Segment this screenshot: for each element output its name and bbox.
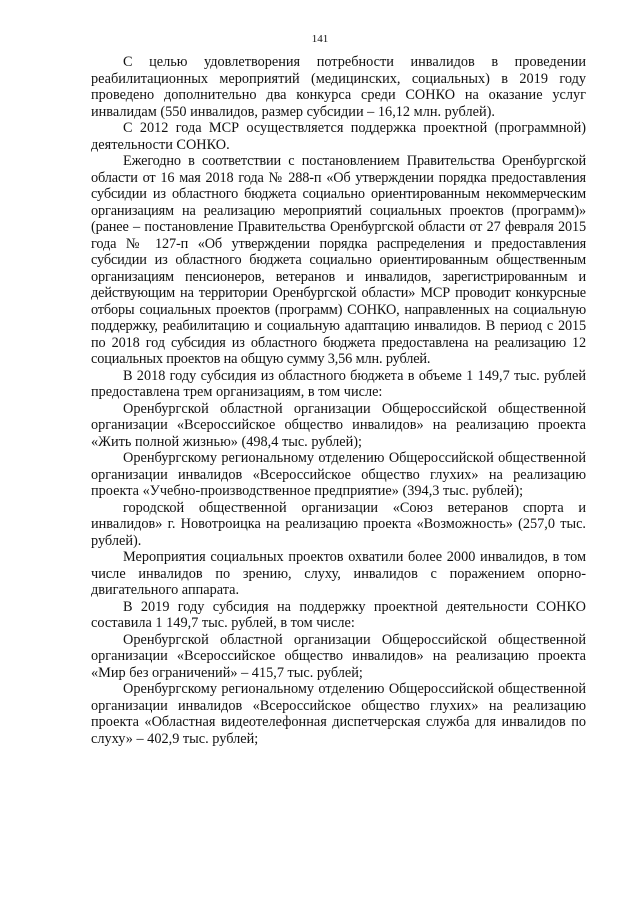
paragraph-2018-society-of-disabled: Оренбургской областной организации Общероссийской общественной организации «Всероссийское общество инвалидов» на реализацию проекта «Жить полной жизнью» (498,4 тыс. рублей); [91, 400, 586, 450]
paragraph-2018-society-of-deaf: Оренбургскому региональному отделению Общероссийской общественной организации инвалидов «Всероссийское общество глухих» на реализацию проекта «Учебно-производственное предприятие» (394,3 тыс. рублей); [91, 450, 586, 499]
paragraph-2019-society-of-disabled: Оренбургской областной организации Общероссийской общественной организации «Всероссийское общество инвалидов» на реализацию проекта «Мир без ограничений» – 415,7 тыс. рублей; [91, 631, 586, 681]
paragraph-2018-subsidy-intro: В 2018 году субсидия из областного бюджета в объеме 1 149,7 тыс. рублей предоставлена трем организациям, в том числе: [91, 367, 586, 400]
page-number: 141 [311, 33, 329, 45]
paragraph-project-support-since-2012: С 2012 года МСР осуществляется поддержка проектной (программной) деятельности СОНКО. [91, 120, 586, 153]
document-body [91, 54, 586, 747]
paragraph-2018-novotroitsk-veterans: городской общественной организации «Союз ветеранов спорта и инвалидов» г. Новотроицка на реализацию проекта «Возможность» (257,0 тыс. рублей). [91, 499, 586, 549]
paragraph-rehabilitation-contests: С целью удовлетворения потребности инвалидов в проведении реабилитационных мероприятий (медицинских, социальных) в 2019 году проведено дополнительно два конкурса среди СОНКО на оказание услуг инвалидам (550 инвалидов, размер субсидии – 16,12 млн. рублей). [91, 54, 586, 120]
paragraph-resolution-and-contests: Ежегодно в соответствии с постановлением Правительства Оренбургской области от 16 мая 2018 года № 288-п «Об утверждении порядка предоставления субсидии из областного бюджета социально ориентированным некоммерческим организациям на реализацию мероприятий социальных проектов (программ)» (ранее – постановление Правительства Оренбургской области от 27 февраля 2015 года № 127-п «Об утверждении порядка распределения и предоставления субсидии из областного бюджета социально ориентированным общественным организациям пенсионеров, ветеранов и инвалидов, зарегистрированным и действующим на территории Оренбургской области» МСР проводит конкурсные отборы социальных проектов (программ) СОНКО, направленных на социальную поддержку, реабилитацию и социальную адаптацию инвалидов. В период с 2015 по 2018 год субсидия из областного бюджета предоставлена на реализацию 12 социальных проектов на общую сумму 3,56 млн. рублей. [91, 153, 586, 367]
paragraph-projects-coverage: Мероприятия социальных проектов охватили более 2000 инвалидов, в том числе инвалидов по зрению, слуху, инвалидов с поражением опорно-двигательного аппарата. [91, 549, 586, 598]
paragraph-2019-society-of-deaf: Оренбургскому региональному отделению Общероссийской общественной организации инвалидов «Всероссийское общество глухих» на реализацию проекта «Областная видеотелефонная диспетчерская служба для инвалидов по слуху» – 402,9 тыс. рублей; [91, 681, 586, 747]
paragraph-2019-subsidy-intro: В 2019 году субсидия на поддержку проектной деятельности СОНКО составила 1 149,7 тыс. рублей, в том числе: [91, 598, 586, 631]
